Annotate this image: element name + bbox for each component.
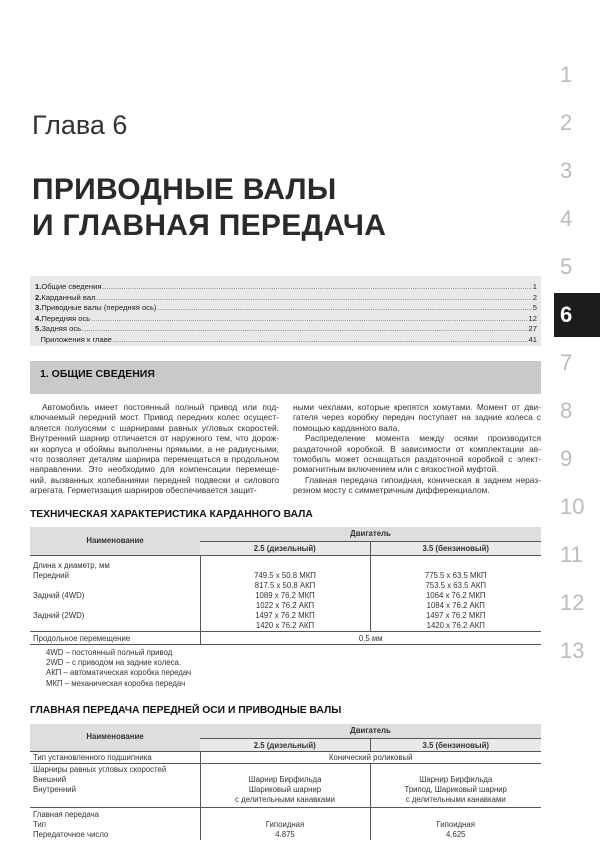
toc-item[interactable] <box>35 314 537 325</box>
chapter-tab-9[interactable]: 9 <box>560 446 573 471</box>
table1-notes <box>46 648 191 689</box>
chapter-tab-3[interactable]: 3 <box>560 158 573 183</box>
chapter-tab-4[interactable]: 4 <box>560 206 573 231</box>
row-label: Передний <box>33 570 70 580</box>
toc-page: 27 <box>528 324 537 334</box>
cell-value: 4.875 <box>275 829 295 839</box>
toc-leader <box>91 314 527 325</box>
toc-title: Приводные валы (передняя ось) <box>41 303 157 313</box>
final-drive-table <box>30 724 541 840</box>
paragraph: Главная передача гипоидная, коническая в заднем нераз- резном мосту с симметричным дифференциалом. <box>293 474 541 496</box>
row-label: Задний (2WD) <box>33 610 85 620</box>
cell-value: 4.625 <box>445 829 466 839</box>
table-row <box>30 807 541 840</box>
toc-page: 1 <box>532 282 537 291</box>
cell-value: Шарнир Бирфильда <box>248 774 322 784</box>
table-row <box>30 555 541 631</box>
toc-page: 2 <box>532 292 537 302</box>
paragraph: Автомобиль имеет постоянный полный привод или под- ключаемый передний мост. Привод передних колес осущест- вляется полуосями с шарнирами равных угловых скоростей. Внутренний шарнир отличается от наружного тем, что дорож- ки корпуса и обоймы выполнены прямыми, а не радиусными, что позволяет деталям шарнира перемещаться в продольном направлении. Это необходимо для компенсации перемеще- ний, вызванных колебаниями передней подвески и силового агрегата. Герметизация шарниров обеспечивается защит- <box>30 402 279 496</box>
chapter-tab-8[interactable]: 8 <box>560 398 573 423</box>
cell-value: 1497 x 76.2 МКП <box>255 610 315 620</box>
toc-title: Передняя ось <box>41 313 91 323</box>
cell-value: Гипоидная <box>265 819 305 829</box>
cell-value: 1420 x 76.2 АКП <box>255 620 315 630</box>
cell-value: 1089 x 76.2 МКП <box>255 590 315 600</box>
cardan-shaft-table <box>30 527 541 645</box>
chapter-label: Глава 6 <box>32 110 128 140</box>
chapter-title-line-1: ПРИВОДНЫЕ ВАЛЫ <box>32 173 337 206</box>
body-column-left <box>30 402 279 496</box>
chapter-tab-13[interactable]: 13 <box>560 638 585 663</box>
column-header-diesel: 2.5 (дизельный) <box>200 738 370 751</box>
chapter-tab-5[interactable]: 5 <box>560 254 573 279</box>
toc-page: 5 <box>532 303 537 313</box>
cell-value: 1420 x 76.2 АКП <box>426 620 485 630</box>
chapter-tab-2[interactable]: 2 <box>560 110 573 135</box>
row-label: Тип установленного подшипника <box>30 751 200 763</box>
toc-leader <box>113 335 528 346</box>
toc-number: 2. <box>35 292 42 302</box>
toc-item[interactable] <box>35 293 537 304</box>
row-label: Тип <box>33 819 46 829</box>
toc-number: 3. <box>35 303 42 313</box>
cell-value: Гипоидная <box>436 819 475 829</box>
cell-value: Шариковый шарнир <box>248 784 322 794</box>
column-header-name: Наименование <box>30 724 200 751</box>
row-label: Внешний <box>33 774 67 784</box>
row-label: Передаточное число <box>33 829 109 839</box>
cell-value: Трипод, Шариковый шарнир <box>404 784 507 794</box>
toc-number: 4. <box>35 313 42 323</box>
toc-number: 1. <box>35 282 42 291</box>
row-label: Длина x диаметр, мм <box>33 560 110 570</box>
table-row <box>30 751 541 763</box>
column-header-diesel: 2.5 (дизельный) <box>200 541 370 555</box>
table-of-contents <box>30 276 541 346</box>
cell-value: с делительными канавками <box>235 794 335 804</box>
toc-page: 12 <box>528 313 537 323</box>
note: МКП – механическая коробка передач <box>46 678 186 688</box>
note: АКП – автоматическая коробка передач <box>46 668 192 678</box>
note: 2WD – с приводом на задние колеса. <box>46 658 181 668</box>
toc-leader <box>97 293 532 304</box>
toc-item[interactable] <box>35 282 537 293</box>
cell-value: Шарнир Бирфильда <box>419 774 493 784</box>
toc-leader <box>102 282 531 293</box>
column-header-engine: Двигатель <box>200 527 541 541</box>
table-row <box>30 763 541 807</box>
paragraph: ными чехлами, которые крепятся хомутами. Момент от дви- гателя через коробку передач поступает на задние колеса с помощью карданного вала. <box>293 402 541 433</box>
cell-value: 817.5 x 50.8 АКП <box>254 580 316 590</box>
chapter-title-line-2: И ГЛАВНАЯ ПЕРЕДАЧА <box>32 209 387 242</box>
paragraph: Распределение момента между осями производится раздаточной коробкой. В зависимости от комплектации ав- томобиль может оснащаться раздаточной коробкой с элект- ромагнитным включением или с вязкостной муфтой. <box>293 433 541 475</box>
cell-value: с делительными канавками <box>405 794 506 804</box>
column-header-petrol: 3.5 (бензиновый) <box>370 738 541 751</box>
toc-item[interactable] <box>35 303 537 314</box>
body-column-right <box>293 402 541 496</box>
table2-title: ГЛАВНАЯ ПЕРЕДАЧА ПЕРЕДНЕЙ ОСИ И ПРИВОДНЫЕ ВАЛЫ <box>30 705 342 716</box>
cell-value: 1022 x 76.2 АКП <box>255 600 315 610</box>
chapter-tab-10[interactable]: 10 <box>560 494 585 519</box>
column-header-engine: Двигатель <box>200 724 541 738</box>
toc-number: 5. <box>35 324 42 334</box>
chapter-title <box>32 172 386 244</box>
chapter-tab-7[interactable]: 7 <box>560 350 573 375</box>
toc-leader <box>157 303 531 314</box>
toc-item[interactable] <box>35 335 537 346</box>
chapter-tab-11[interactable]: 11 <box>560 542 583 567</box>
note: 4WD – постоянный полный привод <box>46 648 173 657</box>
section-header: 1. ОБЩИЕ СВЕДЕНИЯ <box>30 361 541 394</box>
table-row <box>30 631 541 644</box>
cell-value: 1497 x 76.2 МКП <box>425 610 486 620</box>
row-label: Внутренний <box>33 784 76 794</box>
cell-value: 753.5 x 63.5 АКП <box>425 580 486 590</box>
toc-title: Приложения к главе <box>40 334 112 344</box>
toc-page: 41 <box>528 334 537 344</box>
chapter-tab-6[interactable]: 6 <box>554 293 600 337</box>
toc-title: Общие сведения <box>41 282 102 291</box>
cell-value: Конический роликовый <box>200 751 541 763</box>
column-header-name: Наименование <box>30 527 200 555</box>
toc-item[interactable] <box>35 324 537 335</box>
table1-title: ТЕХНИЧЕСКАЯ ХАРАКТЕРИСТИКА КАРДАННОГО ВАЛА <box>30 509 313 520</box>
row-label: Продольное перемещение <box>30 631 200 644</box>
toc-leader <box>82 324 527 335</box>
cell-value: 0.5 мм <box>200 631 541 644</box>
toc-title: Карданный вал <box>41 292 96 302</box>
row-label: Главная передача <box>33 809 100 819</box>
chapter-tab-1[interactable]: 1 <box>560 62 573 87</box>
row-label: Шарниры равных угловых скоростей <box>33 764 167 774</box>
column-header-petrol: 3.5 (бензиновый) <box>370 541 541 555</box>
cell-value: 1084 x 76.2 АКП <box>426 600 485 610</box>
cell-value: 1064 x 76.2 МКП <box>425 590 486 600</box>
row-label: Задний (4WD) <box>33 590 85 600</box>
cell-value: 749.5 x 50.8 МКП <box>254 570 316 580</box>
toc-title: Задняя ось <box>41 324 82 334</box>
chapter-tab-12[interactable]: 12 <box>560 590 585 615</box>
cell-value: 775.5 x 63.5 МКП <box>424 570 487 580</box>
